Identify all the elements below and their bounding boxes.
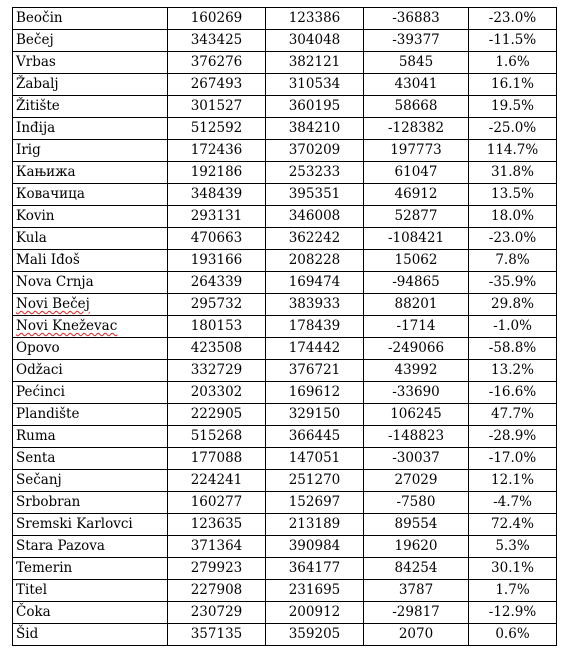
percent-change-cell: -25.0% [469,118,557,140]
value-2-cell: 174442 [266,338,364,360]
percent-change-cell: 30.1% [469,558,557,580]
table-row [13,536,557,558]
difference-cell: 58668 [364,96,469,118]
value-2-cell: 231695 [266,580,364,602]
value-1-cell: 177088 [168,448,266,470]
difference-cell: 89554 [364,514,469,536]
municipality-name-cell: Stara Pazova [13,536,168,558]
municipality-name-cell: Kula [13,228,168,250]
difference-cell: -39377 [364,30,469,52]
municipality-name-cell: Кањижа [13,162,168,184]
value-1-cell: 227908 [168,580,266,602]
difference-cell: -148823 [364,426,469,448]
value-1-cell: 180153 [168,316,266,338]
difference-cell: -128382 [364,118,469,140]
value-2-cell: 152697 [266,492,364,514]
municipality-name-cell: Odžaci [13,360,168,382]
percent-change-cell: -4.7% [469,492,557,514]
difference-cell: 19620 [364,536,469,558]
document-table-wrapper [12,7,557,646]
percent-change-cell: 13.5% [469,184,557,206]
value-1-cell: 224241 [168,470,266,492]
municipality-name-cell: Mali Iđoš [13,250,168,272]
percent-change-cell: 5.3% [469,536,557,558]
difference-cell: -94865 [364,272,469,294]
table-row [13,162,557,184]
percent-change-cell: 1.6% [469,52,557,74]
table-row [13,558,557,580]
percent-change-cell: 72.4% [469,514,557,536]
municipality-name-cell: Inđija [13,118,168,140]
value-1-cell: 343425 [168,30,266,52]
table-row [13,492,557,514]
municipality-name-cell: Srbobran [13,492,168,514]
table-row [13,140,557,162]
table-row [13,426,557,448]
municipality-name-cell: Irig [13,140,168,162]
value-1-cell: 293131 [168,206,266,228]
municipality-name-cell: Šid [13,624,168,646]
municipality-name-cell [13,294,168,316]
table-row [13,8,557,30]
difference-cell: 27029 [364,470,469,492]
percent-change-cell: 29.8% [469,294,557,316]
value-1-cell: 160277 [168,492,266,514]
difference-cell: -7580 [364,492,469,514]
percent-change-cell: -16.6% [469,382,557,404]
percent-change-cell: 7.8% [469,250,557,272]
percent-change-cell: -58.8% [469,338,557,360]
value-2-cell: 251270 [266,470,364,492]
municipality-data-table [12,7,557,646]
value-2-cell: 390984 [266,536,364,558]
table-row [13,580,557,602]
table-row [13,624,557,646]
difference-cell: 43041 [364,74,469,96]
municipality-name-cell: Beočin [13,8,168,30]
municipality-name-cell: Žitište [13,96,168,118]
municipality-name-cell: Opovo [13,338,168,360]
value-1-cell: 203302 [168,382,266,404]
difference-cell: -249066 [364,338,469,360]
value-2-cell: 395351 [266,184,364,206]
value-1-cell: 192186 [168,162,266,184]
value-2-cell: 178439 [266,316,364,338]
percent-change-cell: -11.5% [469,30,557,52]
percent-change-cell: 114.7% [469,140,557,162]
municipality-name-cell: Pećinci [13,382,168,404]
table-row [13,272,557,294]
municipality-name-cell: Ковачица [13,184,168,206]
value-1-cell: 193166 [168,250,266,272]
difference-cell: -29817 [364,602,469,624]
difference-cell: -30037 [364,448,469,470]
value-1-cell: 423508 [168,338,266,360]
municipality-name-cell: Sečanj [13,470,168,492]
table-row [13,470,557,492]
value-2-cell: 382121 [266,52,364,74]
value-2-cell: 346008 [266,206,364,228]
table-row [13,316,557,338]
value-1-cell: 172436 [168,140,266,162]
value-1-cell: 470663 [168,228,266,250]
value-2-cell: 366445 [266,426,364,448]
municipality-name-cell: Kovin [13,206,168,228]
percent-change-cell: -35.9% [469,272,557,294]
value-1-cell: 295732 [168,294,266,316]
table-row [13,448,557,470]
value-1-cell: 222905 [168,404,266,426]
table-row [13,338,557,360]
value-2-cell: 376721 [266,360,364,382]
percent-change-cell: 47.7% [469,404,557,426]
value-2-cell: 384210 [266,118,364,140]
value-1-cell: 264339 [168,272,266,294]
value-1-cell: 512592 [168,118,266,140]
table-row [13,294,557,316]
difference-cell: -36883 [364,8,469,30]
table-row [13,602,557,624]
table-body [13,8,557,646]
value-2-cell: 213189 [266,514,364,536]
value-1-cell: 332729 [168,360,266,382]
difference-cell: 15062 [364,250,469,272]
value-1-cell: 267493 [168,74,266,96]
difference-cell: 106245 [364,404,469,426]
value-2-cell: 360195 [266,96,364,118]
table-row [13,96,557,118]
value-2-cell: 253233 [266,162,364,184]
municipality-name-cell: Žabalj [13,74,168,96]
value-1-cell: 160269 [168,8,266,30]
percent-change-cell: 13.2% [469,360,557,382]
difference-cell: 5845 [364,52,469,74]
percent-change-cell: 1.7% [469,580,557,602]
value-2-cell: 169612 [266,382,364,404]
value-2-cell: 147051 [266,448,364,470]
difference-cell: 3787 [364,580,469,602]
percent-change-cell: 16.1% [469,74,557,96]
difference-cell: 61047 [364,162,469,184]
table-row [13,52,557,74]
value-2-cell: 208228 [266,250,364,272]
value-2-cell: 362242 [266,228,364,250]
value-1-cell: 348439 [168,184,266,206]
municipality-name-cell: Čoka [13,602,168,624]
difference-cell: 197773 [364,140,469,162]
value-1-cell: 515268 [168,426,266,448]
difference-cell: -33690 [364,382,469,404]
table-row [13,360,557,382]
percent-change-cell: -23.0% [469,228,557,250]
value-1-cell: 123635 [168,514,266,536]
percent-change-cell: -17.0% [469,448,557,470]
municipality-name-cell: Sremski Karlovci [13,514,168,536]
table-row [13,250,557,272]
spellcheck-flagged-text: Novi Kneževac [16,318,118,334]
percent-change-cell: 19.5% [469,96,557,118]
percent-change-cell: -28.9% [469,426,557,448]
table-row [13,404,557,426]
value-2-cell: 370209 [266,140,364,162]
value-2-cell: 364177 [266,558,364,580]
table-row [13,30,557,52]
value-2-cell: 383933 [266,294,364,316]
value-1-cell: 376276 [168,52,266,74]
percent-change-cell: 18.0% [469,206,557,228]
value-1-cell: 301527 [168,96,266,118]
difference-cell: 52877 [364,206,469,228]
value-2-cell: 304048 [266,30,364,52]
difference-cell: 84254 [364,558,469,580]
percent-change-cell: 31.8% [469,162,557,184]
municipality-name-cell [13,316,168,338]
difference-cell: -108421 [364,228,469,250]
value-1-cell: 230729 [168,602,266,624]
municipality-name-cell: Titel [13,580,168,602]
spellcheck-flagged-text: Novi Bečej [16,296,90,312]
value-1-cell: 357135 [168,624,266,646]
table-row [13,228,557,250]
municipality-name-cell: Senta [13,448,168,470]
table-row [13,118,557,140]
table-row [13,382,557,404]
value-2-cell: 329150 [266,404,364,426]
value-2-cell: 169474 [266,272,364,294]
table-row [13,184,557,206]
difference-cell: -1714 [364,316,469,338]
value-1-cell: 371364 [168,536,266,558]
value-2-cell: 200912 [266,602,364,624]
difference-cell: 43992 [364,360,469,382]
value-2-cell: 359205 [266,624,364,646]
municipality-name-cell: Plandište [13,404,168,426]
table-row [13,514,557,536]
difference-cell: 2070 [364,624,469,646]
table-row [13,74,557,96]
value-2-cell: 123386 [266,8,364,30]
value-2-cell: 310534 [266,74,364,96]
municipality-name-cell: Temerin [13,558,168,580]
difference-cell: 88201 [364,294,469,316]
municipality-name-cell: Nova Crnja [13,272,168,294]
percent-change-cell: -12.9% [469,602,557,624]
percent-change-cell: 12.1% [469,470,557,492]
municipality-name-cell: Ruma [13,426,168,448]
percent-change-cell: 0.6% [469,624,557,646]
table-row [13,206,557,228]
difference-cell: 46912 [364,184,469,206]
municipality-name-cell: Vrbas [13,52,168,74]
percent-change-cell: -1.0% [469,316,557,338]
percent-change-cell: -23.0% [469,8,557,30]
value-1-cell: 279923 [168,558,266,580]
municipality-name-cell: Bečej [13,30,168,52]
